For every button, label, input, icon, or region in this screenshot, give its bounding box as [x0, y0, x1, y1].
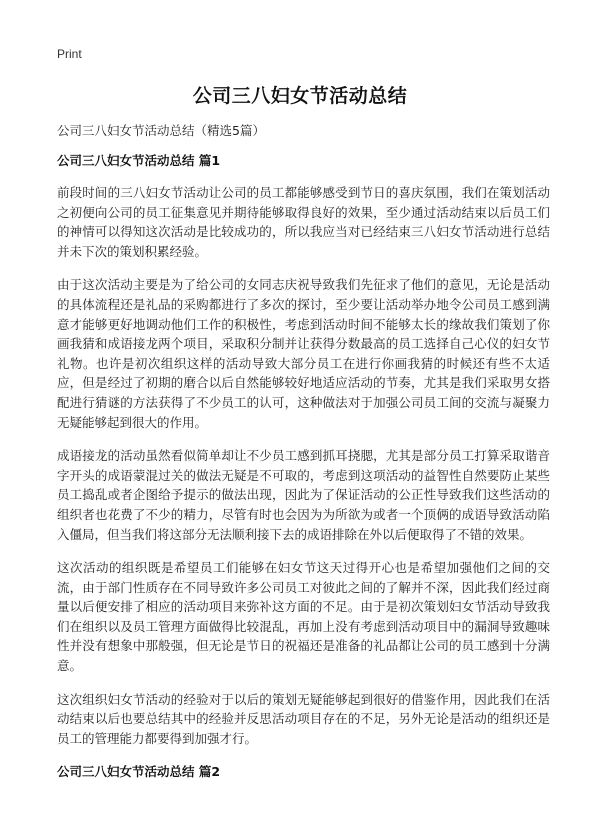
paragraph: 这次活动的组织既是希望员工们能够在妇女节这天过得开心也是希望加强他们之间的交流，由于部门性质存在不同导致许多公司员工对彼此之间的了解并不深，因此我们经过商量以后便安排了相应的活动项目来弥补这方面的不足。由于是初次策划妇女节活动导致我们在组织以及员工管理方面做得比较混乱，再加上没有考虑到活动项目中的漏洞导致趣味性并没有想象中那般强，但无论是节日的祝福还是准备的礼品都让公司的员工感到十分满意。: [57, 560, 550, 674]
document-content: [57, 151, 550, 794]
document-subtitle: 公司三八妇女节活动总结（精选5篇）: [57, 123, 265, 138]
print-link[interactable]: Print: [57, 47, 82, 61]
paragraph: 这次组织妇女节活动的经验对于以后的策划无疑能够起到很好的借鉴作用，因此我们在活动结束以后也要总结其中的经验并反思活动项目存在的不足，另外无论是活动的组织还是员工的管理能力都要得到加强才行。: [57, 691, 550, 746]
section-heading: 公司三八妇女节活动总结 篇2: [57, 764, 221, 780]
page-title: 公司三八妇女节活动总结: [192, 85, 408, 107]
paragraph: 由于这次活动主要是为了给公司的女同志庆祝导致我们先征求了他们的意见，无论是活动的具体流程还是礼品的采购都进行了多次的探讨，至少要让活动举办地令公司员工感到满意才能够更好地调动他们工作的积极性，考虑到活动时间不能够太长的缘故我们策划了你画我猜和成语接龙两个项目，采取积分制并让获得分数最高的员工选择自己心仪的妇女节礼物。也许是初次组织这样的活动导致大部分员工在进行你画我猜的时候还有些不太适应，但是经过了初期的磨合以后自然能够较好地适应活动的节奏，尤其是我们采取男女搭配进行猜谜的方法获得了不少员工的认可，这种做法对于加强公司员工间的交流与凝聚力无疑能够起到很大的作用。: [57, 277, 550, 430]
paragraph: 前段时间的三八妇女节活动让公司的员工都能够感受到节日的喜庆氛围，我们在策划活动之初便向公司的员工征集意见并期待能够取得良好的效果，至少通过活动结束以后员工们的神情可以得知这次活动是比较成功的，所以我应当对已经结束三八妇女节活动进行总结并未下次的策划积累经验。: [57, 185, 550, 259]
paragraph: 成语接龙的活动虽然看似简单却让不少员工感到抓耳挠腮，尤其是部分员工打算采取谐音字开头的成语蒙混过关的做法无疑是不可取的，考虑到这项活动的益智性自然要防止某些员工捣乱或者企图给予提示的做法出现，因此为了保证活动的公正性导致我们这些活动的组织者也花费了不少的精力，尽管有时也会因为为所欲为或者一个顶俩的成语导致活动陷入僵局，但当我们将这部分无法顺利接下去的成语排除在外以后便取得了不错的效果。: [57, 448, 550, 542]
section-heading: 公司三八妇女节活动总结 篇1: [57, 153, 221, 168]
